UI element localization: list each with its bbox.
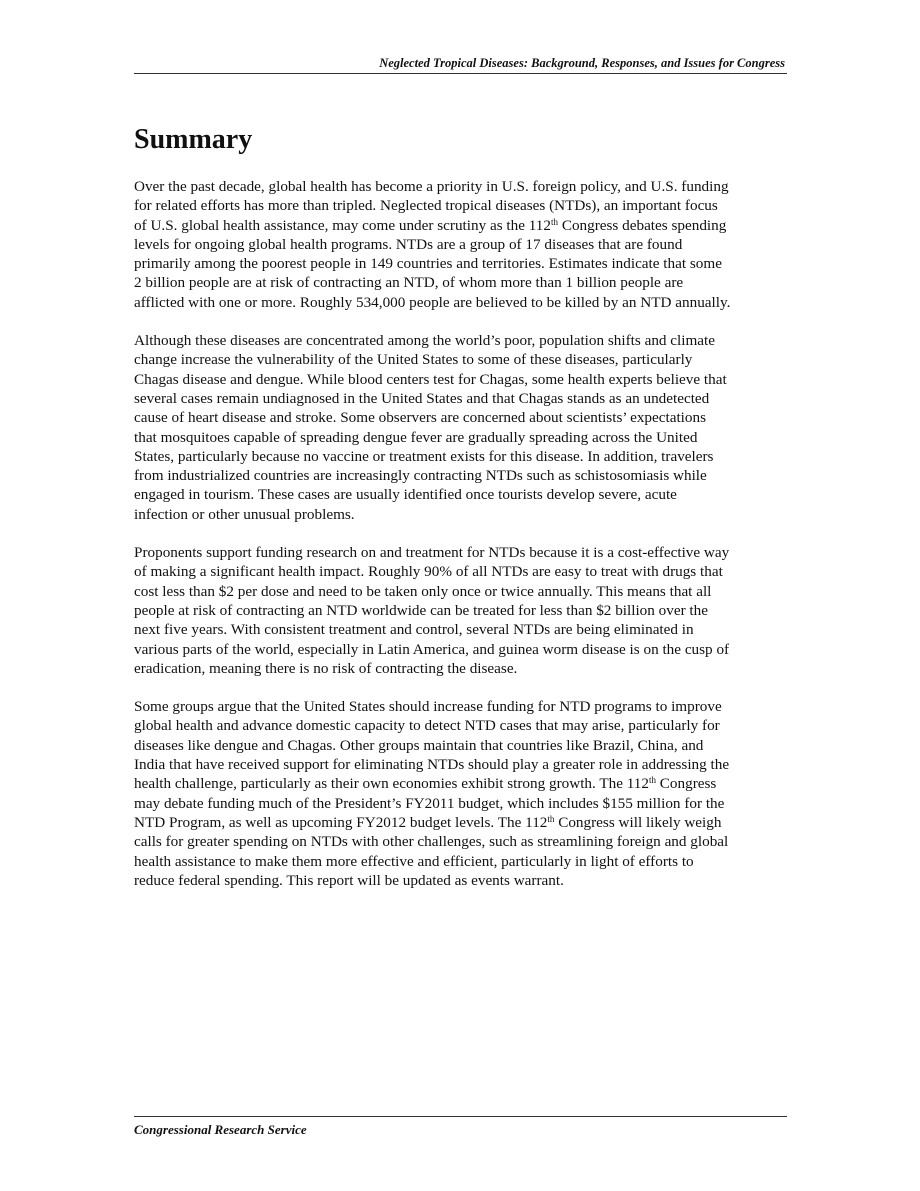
running-header (134, 56, 787, 74)
text-line: primarily among the poorest people in 149 countries and territories. Estimates indicate that some (134, 255, 722, 273)
text-line: of U.S. global health assistance, may come under scrutiny as the 112th Congress debates spending (134, 216, 727, 234)
text-line: eradication, meaning there is no risk of contracting the disease. (134, 659, 518, 677)
text-line: Chagas disease and dengue. While blood centers test for Chagas, some health experts believe that (134, 370, 727, 388)
ordinal-superscript: th (551, 216, 559, 227)
summary-paragraph (134, 331, 789, 524)
text-line: 2 billion people are at risk of contracting an NTD, of whom more than 1 billion people are (134, 274, 684, 292)
text-line: levels for ongoing global health programs. NTDs are a group of 17 diseases that are found (134, 235, 683, 253)
text-line: global health and advance domestic capacity to detect NTD cases that may arise, particularly for (134, 717, 720, 735)
text-line: from industrialized countries are increasingly contracting NTDs such as schistosomiasis while (134, 467, 707, 485)
text-line: diseases like dengue and Chagas. Other groups maintain that countries like Brazil, China, and (134, 736, 704, 754)
text-line: Although these diseases are concentrated among the world’s poor, population shifts and climate (134, 332, 716, 350)
text-line: Over the past decade, global health has become a priority in U.S. foreign policy, and U.S. funding (134, 178, 729, 195)
running-header-title: Neglected Tropical Diseases: Background, Responses, and Issues for Congress (379, 56, 785, 70)
text-line: afflicted with one or more. Roughly 534,000 people are believed to be killed by an NTD annually. (134, 293, 731, 311)
text-line: next five years. With consistent treatment and control, several NTDs are being eliminated in (134, 621, 694, 639)
ordinal-superscript: th (547, 813, 555, 824)
text-line: States, particularly because no vaccine or treatment exists for this disease. In addition, travelers (134, 447, 714, 465)
text-line: cause of heart disease and stroke. Some observers are concerned about scientists’ expectations (134, 409, 706, 427)
text-line: for related efforts has more than tripled. Neglected tropical diseases (NTDs), an important focus (134, 197, 718, 215)
text-line: NTD Program, as well as upcoming FY2012 budget levels. The 112th Congress will likely weigh (134, 813, 722, 831)
text-line: may debate funding much of the President’s FY2011 budget, which includes $155 million for the (134, 794, 725, 812)
text-line: various parts of the world, especially in Latin America, and guinea worm disease is on the cusp of (134, 640, 730, 658)
summary-paragraph (134, 697, 789, 890)
summary-paragraph (134, 543, 789, 678)
text-line: people at risk of contracting an NTD worldwide can be treated for less than $2 billion over the (134, 601, 708, 619)
summary-body (134, 177, 789, 909)
text-line: change increase the vulnerability of the United States to some of these diseases, particularly (134, 351, 693, 369)
footer-publisher: Congressional Research Service (134, 1122, 307, 1137)
text-line: infection or other unusual problems. (134, 505, 355, 523)
text-line: several cases remain undiagnosed in the United States and that Chagas stands as an undetected (134, 389, 710, 407)
text-line: that mosquitoes capable of spreading dengue fever are gradually spreading across the United (134, 428, 698, 446)
text-line: calls for greater spending on NTDs with other challenges, such as streamlining foreign and global (134, 833, 729, 851)
text-line: Proponents support funding research on and treatment for NTDs because it is a cost-effective way (134, 544, 730, 562)
text-line: India that have received support for eliminating NTDs should play a greater role in addressing the (134, 756, 730, 774)
running-footer (134, 1116, 787, 1139)
text-line: engaged in tourism. These cases are usually identified once tourists develop severe, acute (134, 486, 677, 504)
summary-paragraph (134, 177, 789, 312)
text-line: health assistance to make them more effective and efficient, particularly in light of efforts to (134, 852, 694, 870)
text-line: cost less than $2 per dose and need to be taken only once or twice annually. This means that all (134, 582, 712, 600)
ordinal-superscript: th (648, 775, 656, 786)
text-line: of making a significant health impact. Roughly 90% of all NTDs are easy to treat with drugs that (134, 563, 723, 581)
text-line: reduce federal spending. This report will be updated as events warrant. (134, 871, 564, 889)
page-title: Summary (134, 124, 253, 155)
text-line: Some groups argue that the United States should increase funding for NTD programs to improve (134, 698, 722, 716)
text-line: health challenge, particularly as their own economies exhibit strong growth. The 112th Congress (134, 775, 717, 793)
